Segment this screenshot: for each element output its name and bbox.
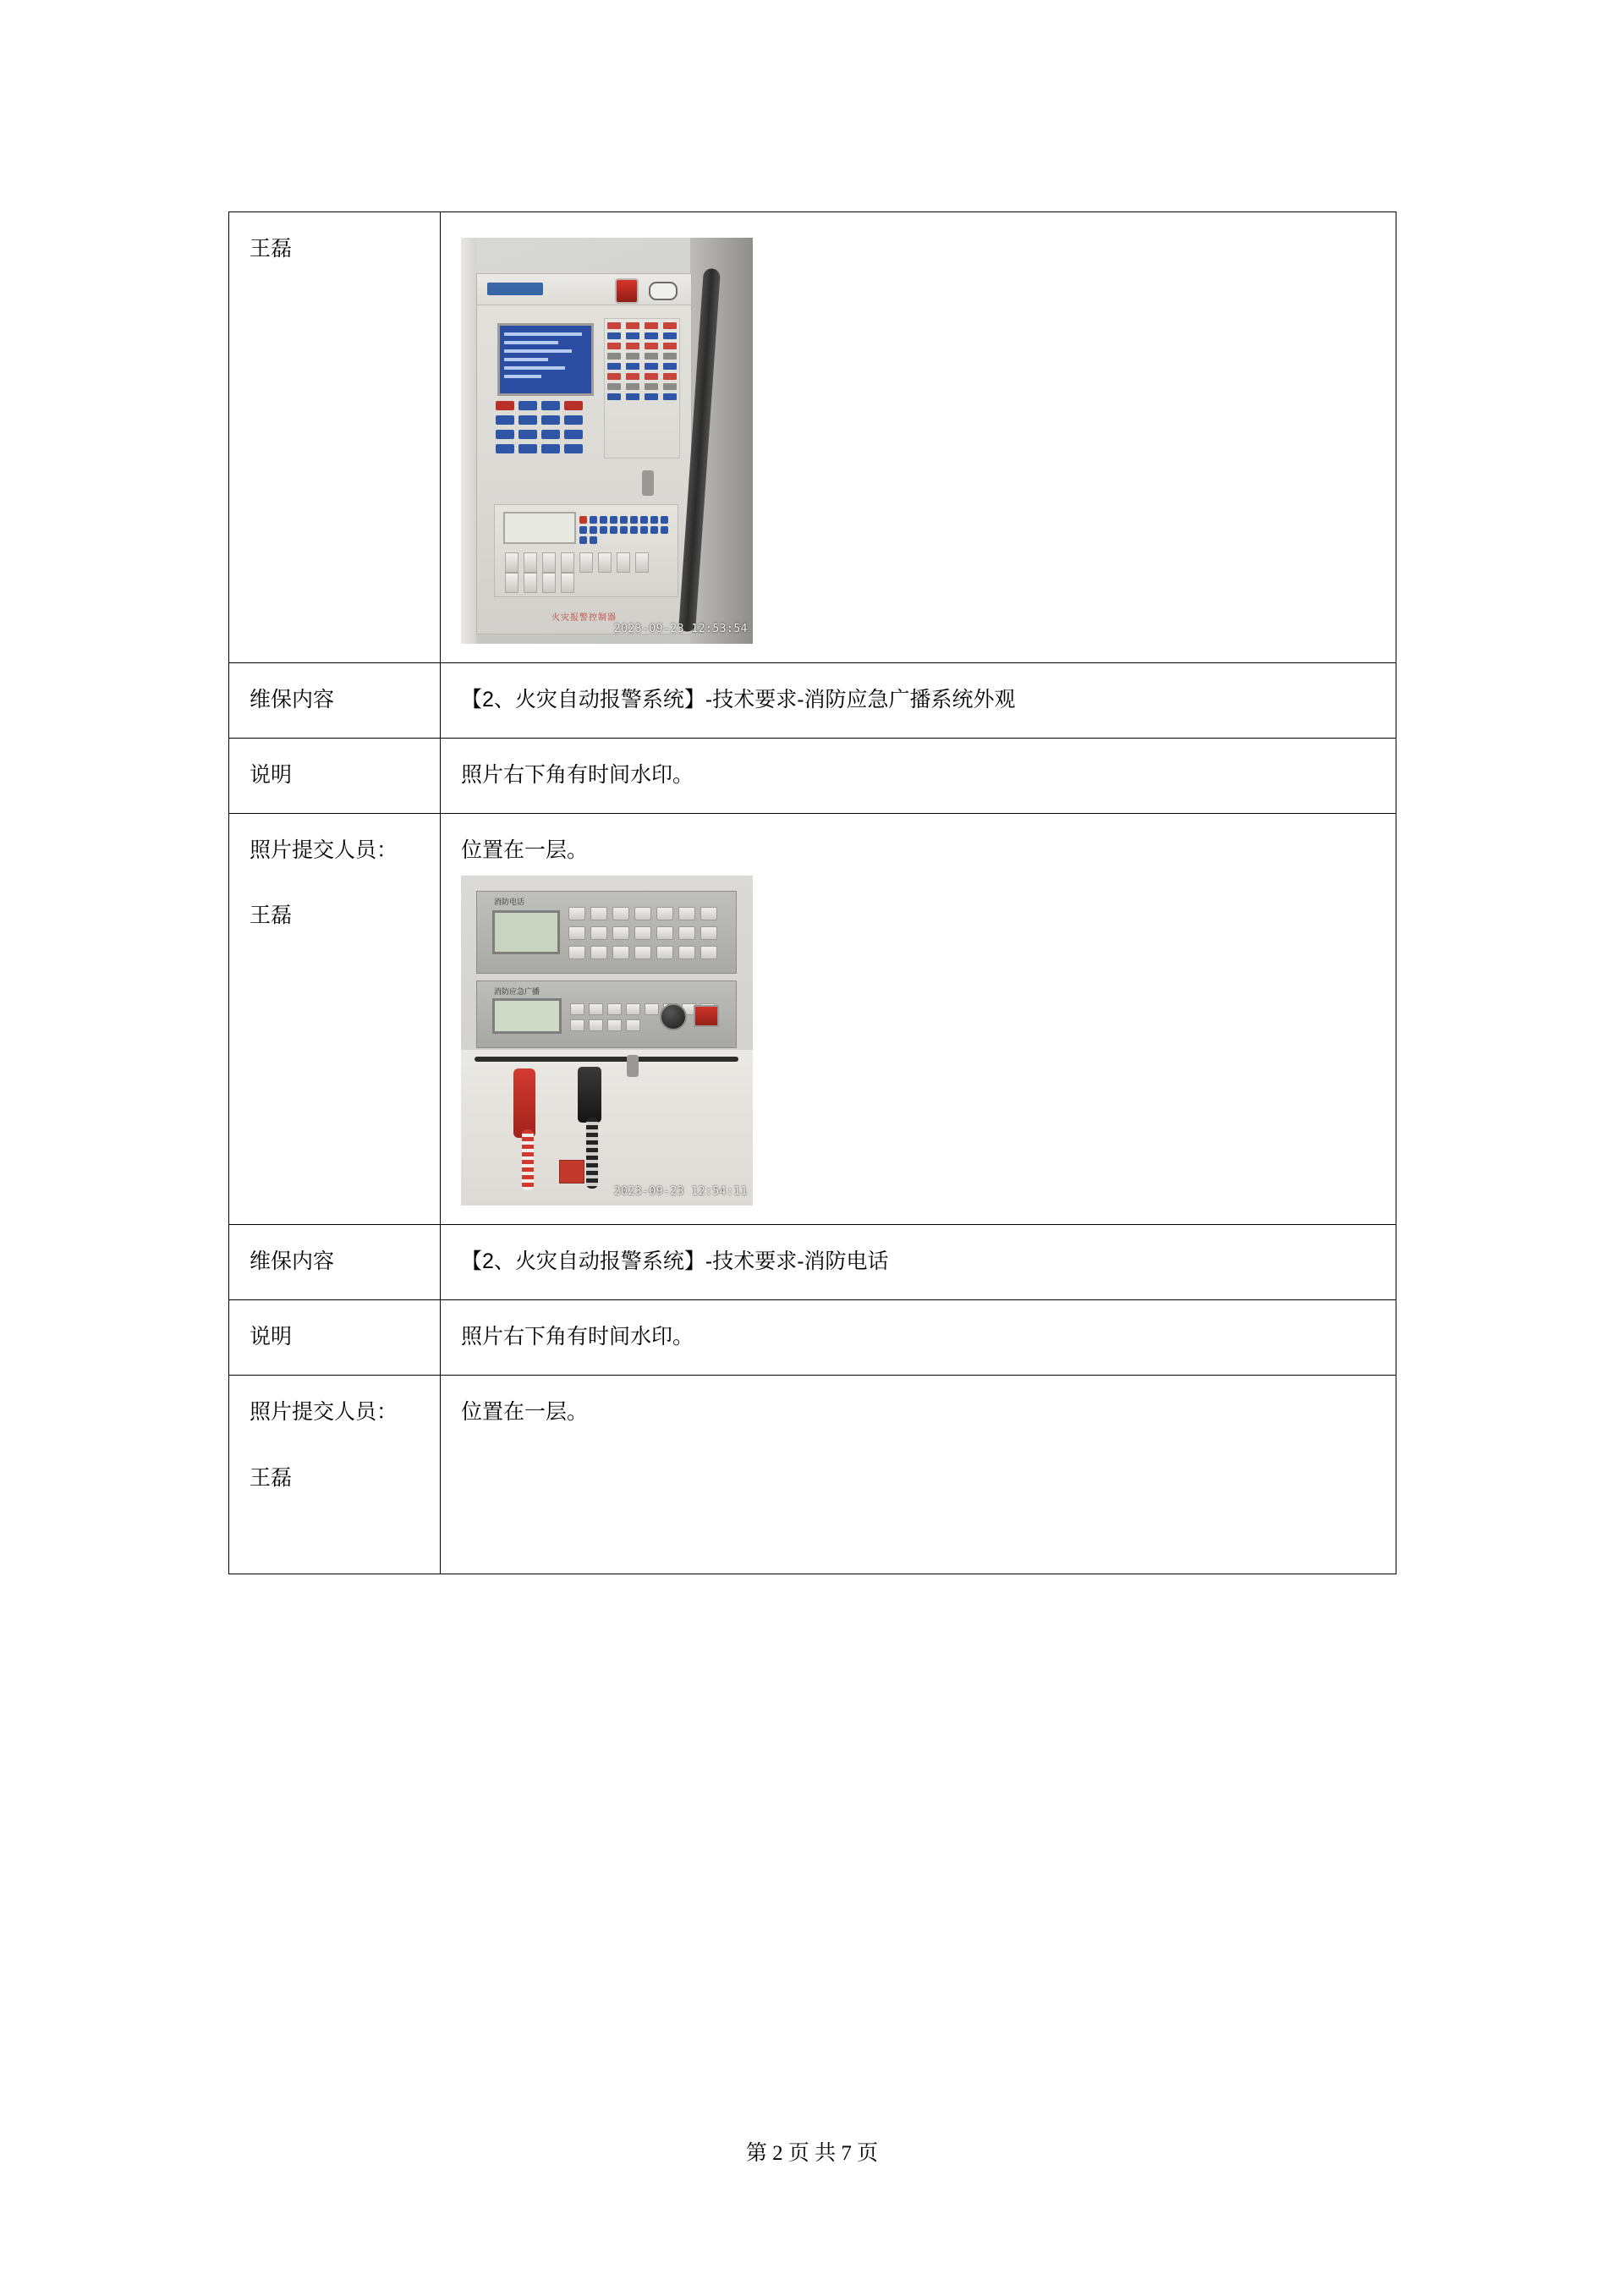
control-panel-body [476, 273, 692, 634]
footer-total-pages: 7 [841, 2142, 852, 2165]
field-label-description-1: 说明 [250, 762, 293, 787]
row-value-cell [441, 813, 1396, 1225]
fire-telephone-handset [513, 1068, 535, 1138]
row-label-cell [229, 738, 441, 813]
row-label-cell [229, 813, 441, 1225]
field-value-maintenance-content-2: 【2、火灾自动报警系统】-技术要求-消防电话 [461, 1250, 889, 1274]
alarm-lamp-icon [615, 278, 639, 304]
panel-brand-bar [477, 274, 691, 305]
photo-timestamp-watermark: 2023-09-23 12:53:54 [613, 623, 748, 636]
fire-alarm-control-panel-photo [461, 238, 753, 644]
row-value-cell [441, 1375, 1396, 1574]
field-label-maintenance-content-1: 维保内容 [250, 688, 335, 711]
panel-key-switch [642, 470, 654, 496]
field-label-description-2: 说明 [250, 1325, 293, 1348]
volume-knob [660, 1003, 687, 1030]
field-label-submitter-1: 照片提交人员： [250, 838, 398, 862]
field-value-description-1: 照片右下角有时间水印。 [461, 762, 694, 787]
field-value-maintenance-content-1: 【2、火灾自动报警系统】-技术要求-消防应急广播系统外观 [461, 688, 1016, 711]
row-value-cell [441, 212, 1396, 663]
field-value-description-2: 照片右下角有时间水印。 [461, 1325, 694, 1348]
row-label-cell [229, 1375, 441, 1574]
page-footer [0, 2136, 1624, 2167]
cabinet-rail [475, 1057, 738, 1062]
footer-prefix: 第 [745, 2142, 767, 2165]
panel-indicator-block [604, 318, 680, 459]
maintenance-record-table [228, 211, 1396, 1574]
broadcast-microphone [578, 1067, 601, 1123]
fire-phone-display [492, 910, 560, 954]
field-label-submitter-2: 照片提交人员： [250, 1399, 398, 1424]
table-row [229, 813, 1396, 1225]
lower-module-panel [494, 504, 678, 597]
row-value-cell [441, 1225, 1396, 1300]
fire-phone-unit [476, 891, 737, 974]
microphone-cord [586, 1118, 598, 1189]
table-row [229, 1300, 1396, 1376]
emergency-broadcast-unit-title: 消防应急广播 [494, 987, 540, 997]
row-label-cell [229, 663, 441, 739]
panel-keypad [496, 401, 590, 450]
submitter-name-2: 王磊 [250, 904, 293, 928]
lower-module-leds [579, 514, 671, 544]
broadcast-display [492, 998, 562, 1034]
table-row [229, 738, 1396, 813]
table-row [229, 1375, 1396, 1574]
field-label-maintenance-content-2: 维保内容 [250, 1250, 335, 1274]
row-value-cell [441, 663, 1396, 739]
footer-suffix: 页 [857, 2142, 879, 2165]
row-label-cell [229, 1300, 441, 1376]
broadcast-red-button [694, 1005, 719, 1027]
panel-lcd-screen [497, 323, 594, 396]
table-row [229, 1225, 1396, 1300]
field-value-location-2: 位置在一层。 [461, 1399, 589, 1424]
row-label-cell [229, 212, 441, 663]
table-row [229, 212, 1396, 663]
submitter-name-3: 王磊 [250, 1465, 293, 1490]
panel-footer-label: 火灾报警控制器 [551, 612, 617, 623]
emergency-broadcast-unit [476, 980, 737, 1048]
manufacturer-logo [487, 283, 543, 295]
fire-phone-unit-title: 消防电话 [494, 898, 525, 907]
photo-wall-left [461, 238, 476, 644]
row-value-cell [441, 1300, 1396, 1376]
field-value-location-1: 位置在一层。 [461, 838, 589, 862]
footer-middle: 页 共 [787, 2142, 837, 2165]
handset-cord [522, 1129, 534, 1190]
fire-phone-jack-plate [559, 1160, 584, 1184]
footer-page-number: 2 [772, 2142, 783, 2165]
ccc-certification-mark [649, 282, 678, 300]
emergency-broadcast-phone-cabinet-photo [461, 876, 753, 1206]
fire-phone-keypad [568, 907, 727, 965]
lower-module-display [503, 512, 576, 544]
cabinet-key-lock [627, 1055, 639, 1077]
row-label-cell [229, 1225, 441, 1300]
photo-timestamp-watermark: 2023-09-23 12:54:11 [613, 1184, 748, 1198]
lower-module-switches [505, 552, 669, 593]
table-row [229, 663, 1396, 739]
submitter-name-1: 王磊 [250, 237, 293, 261]
row-value-cell [441, 738, 1396, 813]
